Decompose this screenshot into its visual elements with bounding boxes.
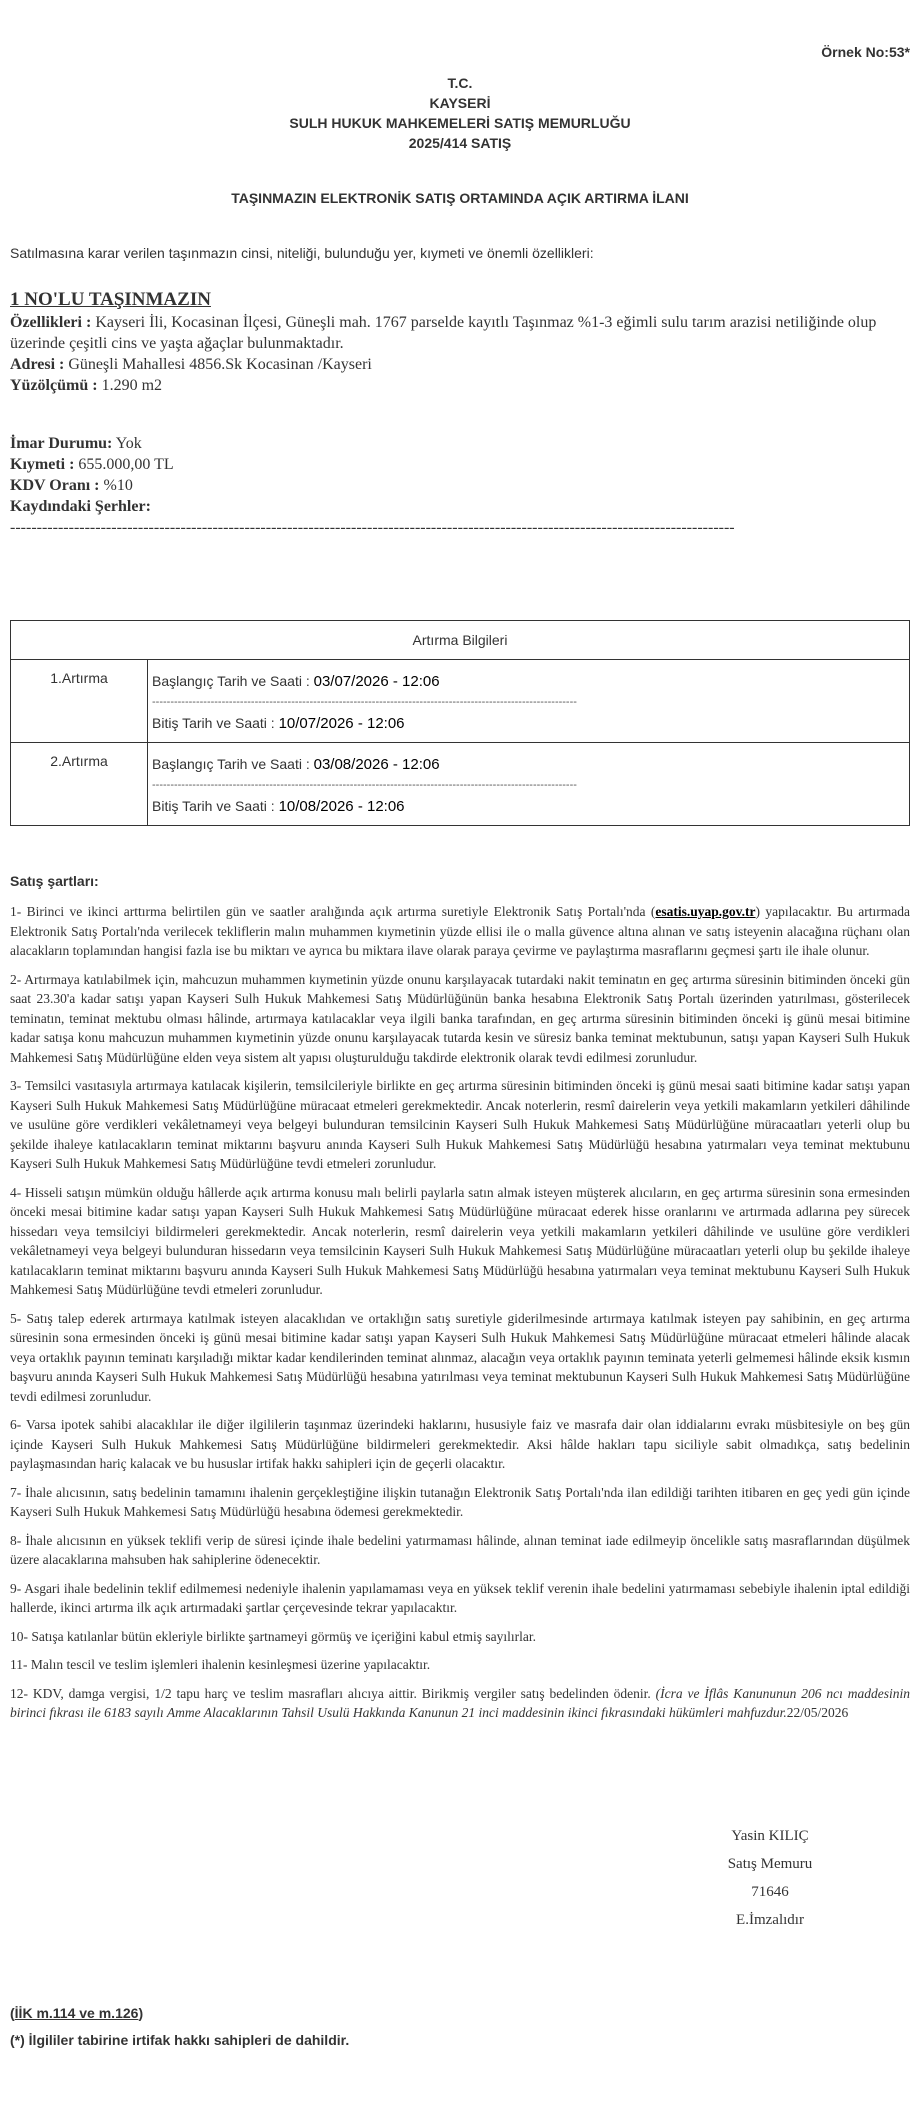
- end-value: 10/07/2026 - 12:06: [278, 715, 405, 732]
- auction-table-header: Artırma Bilgileri: [11, 621, 910, 660]
- term-2: 2- Artırmaya katılabilmek için, mahcuzun muhammen kıymetinin yüzde onunu karşılayacak tutardaki nakit teminatın en geç artırma süresinin bitiminden önceki gün saat 23.30'a kadar satışı yapan Kayseri Sulh Hukuk Mahkemesi Satış Müdürlüğünün banka hesabına Elektronik Satış Portalı üzerinden yatırılması, gösterilecek teminatın, teminat mektubu olması hâlinde, artırmaya katılacaklar veya ilgili banka tarafından, en geç artırma süresinin bitiminden önceki iş günü mesai bitimine kadar satışa konu mahcuzun muhammen kıymetinin yüzde onunu karşılayacak tutarda kesin ve süresiz banka teminat mektubunun, satışı yapan Kayseri Sulh Hukuk Mahkemesi Satış Müdürlüğüne elden veya sistem alt yapısı oluşturulduğu takdirde elektronik olarak tevdi edilmesi zorunludur.: [10, 971, 910, 1065]
- auction-row: [11, 660, 910, 743]
- header-case-number: 2025/414 SATIŞ: [408, 135, 512, 151]
- start-label: Başlangıç Tarih ve Saati :: [152, 673, 314, 689]
- term-7: 7- İhale alıcısının, satış bedelinin tamamını ihalenin gerçekleştiğine ilişkin tutanağın Elektronik Satış Portalı'nda ilan edildiği tarihten itibaren en geç yedi gün içinde Kayseri Sulh Hukuk Mahkemesi Satış Müdürlüğü hesabına ödemesi gerekmektedir.: [10, 1484, 910, 1519]
- signer-id: 71646: [751, 1884, 789, 1900]
- auction-round-label: 2.Artırma: [11, 743, 148, 826]
- term-4: 4- Hisseli satışın mümkün olduğu hâllerde açık artırma konusu malı belirli paylarla satın almak isteyen müşterek alıcıların, en geç artırma süresinin sona ermesinden önceki mesai bitimine kadar satışı yapan Kayseri Sulh Hukuk Mahkemesi Satış Müdürlüğüne müracaat ederek hisse oranlarını ve artırmada adlarına pey sürecek hissedarı veya temsilciyi bildirmeleri gerekmektedir. Ancak noterlerin, resmî dairelerin veya yetkili makamların yetkileri dâhilinde ve usulüne göre verdikleri vekâletnameyi veya belgeyi bulunduran hissedarın veya temsilcinin Kayseri Sulh Hukuk Mahkemesi Satış Müdürlüğüne müracaatları yeterli olup bu şekilde ihaleye katılacakların teminat miktarını başvuru anında Kayseri Sulh Hukuk Mahkemesi Satış Müdürlüğü hesabına yatırmaları veya teminat mektubunu Kayseri Sulh Hukuk Mahkemesi Satış Müdürlüğüne tevdi etmeleri zorunludur.: [10, 1184, 910, 1297]
- end-label: Bitiş Tarih ve Saati :: [152, 798, 279, 814]
- ref-text: İİK m.114 ve m.126: [14, 2005, 139, 2021]
- zoning-value: Yok: [112, 435, 142, 452]
- signer-title: Satış Memuru: [727, 1856, 813, 1872]
- property-details: [10, 288, 910, 396]
- footnote: (*) İlgililer tabirine irtifak hakkı sahipleri de dahildir.: [10, 2032, 350, 2048]
- value-label: Kıymeti :: [10, 456, 75, 473]
- ref-open: (: [10, 2005, 15, 2021]
- term-6: 6- Varsa ipotek sahibi alacaklılar ile diğer ilgililerin taşınmaz üzerindeki haklarını, hususiyle faiz ve masrafa dair olan iddialarını evrakı müsbitesiyle on beş gün içinde Kayseri Sulh Hukuk Mahkemesi Satış Müdürlüğüne bildirmeleri gerekmektedir. Aksi hâlde hakları tapu siciliyle sabit olmadıkça, satış bedelinin paylaşmasından hariç kalacak ve bu hususlar irtifak hakkı sahipleri için de geçerli olacaktır.: [10, 1417, 910, 1471]
- term-10: 10- Satışa katılanlar bütün ekleriyle birlikte şartnameyi görmüş ve içeriğini kabul etmiş sayılırlar.: [10, 1628, 536, 1644]
- property-features: [10, 312, 910, 354]
- auction-round-label: 1.Artırma: [11, 660, 148, 743]
- property-vat: [10, 475, 910, 496]
- terms-list: [10, 902, 910, 1732]
- property-address: [10, 354, 910, 375]
- property-area: [10, 375, 910, 396]
- auction-row: [11, 743, 910, 826]
- auction-end: [152, 793, 905, 819]
- announcement-date: 22/05/2026: [786, 1705, 849, 1720]
- auction-round-dates: [148, 743, 910, 826]
- end-value: 10/08/2026 - 12:06: [278, 798, 405, 815]
- term-12-legal-note: (İcra ve İflâs Kanununun 206 ncı maddesinin birinci fıkrası ile 6183 sayılı Amme Alacaklarının Tahsil Usulü Hakkında Kanunun 21 inci maddesinin ikinci fıkrasındaki hükümleri mahfuzdur.: [10, 1685, 910, 1720]
- property-zoning: [10, 433, 910, 454]
- legal-reference: [10, 2005, 143, 2021]
- auction-table: [10, 620, 910, 826]
- ref-close: ): [138, 2005, 144, 2021]
- term-11: 11- Malın tescil ve teslim işlemleri ihalenin kesinleşmesi üzerine yapılacaktır.: [10, 1657, 431, 1672]
- terms-title: Satış şartları:: [10, 873, 99, 889]
- property-liens: [10, 496, 910, 517]
- start-label: Başlangıç Tarih ve Saati :: [152, 756, 314, 772]
- auction-round-dates: [148, 660, 910, 743]
- area-value: 1.290 m2: [97, 377, 163, 394]
- term-1: [10, 902, 910, 961]
- e-signed-note: E.İmzalıdır: [736, 1912, 804, 1928]
- term-12: [10, 1684, 910, 1723]
- start-value: 03/08/2026 - 12:06: [313, 756, 440, 773]
- property-valuation: [10, 433, 910, 538]
- features-label: Özellikleri :: [10, 314, 92, 331]
- end-label: Bitiş Tarih ve Saati :: [152, 715, 279, 731]
- auction-table-header-row: [11, 621, 910, 660]
- document-header: [10, 73, 910, 153]
- auction-separator: --------------------------------------------------------------------------------------------------------------------: [152, 779, 577, 791]
- auction-start: [152, 668, 905, 694]
- auction-separator: --------------------------------------------------------------------------------------------------------------------: [152, 696, 577, 708]
- start-value: 03/07/2026 - 12:06: [313, 673, 440, 690]
- liens-label: Kaydındaki Şerhler:: [10, 498, 151, 515]
- auction-end: [152, 710, 905, 736]
- esatis-link[interactable]: esatis.uyap.gov.tr: [655, 904, 756, 919]
- property-divider: ----------------------------------------------------------------------------------------------------------------------------------------: [10, 519, 735, 536]
- term-9: 9- Asgari ihale bedelinin teklif edilmemesi nedeniyle ihalenin yapılamaması veya en yüksek teklif verenin ihale bedelini yatırmaması sebebiyle ihalenin iptal edildiği hallerde, ikinci artırma ilk açık artırmadaki şartlar çerçevesinde tekrar yapılacaktır.: [10, 1580, 910, 1615]
- vat-value: %10: [99, 477, 133, 494]
- address-label: Adresi :: [10, 356, 65, 373]
- header-tc: T.C.: [447, 75, 473, 91]
- property-value: [10, 454, 910, 475]
- property-heading: 1 NO'LU TAŞINMAZIN: [10, 289, 211, 310]
- vat-label: KDV Oranı :: [10, 477, 100, 494]
- intro-text: Satılmasına karar verilen taşınmazın cinsi, niteliği, bulunduğu yer, kıymeti ve önemli özellikleri:: [10, 245, 594, 261]
- term-8: 8- İhale alıcısının en yüksek teklifi verip de süresi içinde ihale bedelini yatırmaması hâlinde, alınan teminat iade edilmeyip öncelikle satış masraflarından düşülmek üzere alacaklarına mahsuben hak sahiplerine ödenecektir.: [10, 1532, 910, 1567]
- term-5: 5- Satış talep ederek artırmaya katılmak isteyen alacaklıdan ve ortaklığın satış suretiyle giderilmesinde artırmaya katılmak isteyen pay sahibinin, en geç artırma süresinin sona ermesinden önceki iş günü mesai bitimine kadar satışı yapan Kayseri Sulh Hukuk Mahkemesi Satış Müdürlüğüne müracaat etmeleri hâlinde alacak veya ortaklık payının teminatı karşıladığı miktar kadar kendilerinden teminat alınmaz, alacağın veya ortaklık payının teminata yeterli gelmemesi hâlinde eksik kısmın başvuru anında Kayseri Sulh Hukuk Mahkemesi Satış Müdürlüğü hesabına yatırılması veya teminat mektubunun Kayseri Sulh Hukuk Mahkemesi Satış Müdürlüğüne tevdi edilmesi zorunludur.: [10, 1310, 910, 1404]
- term-3: 3- Temsilci vasıtasıyla artırmaya katılacak kişilerin, temsilcileriyle birlikte en geç artırma süresinin bitiminden önceki iş günü mesai saati bitimine kadar satışı yapan Kayseri Sulh Hukuk Mahkemesi Satış Müdürlüğüne müracaat etmeleri gerekmektedir. Ancak noterlerin, resmî dairelerin veya yetkili makamların yetkileri dâhilinde ve usulüne göre verdikleri vekâletnameyi veya belgeyi bulunduran temsilcinin Kayseri Sulh Hukuk Mahkemesi Satış Müdürlüğüne müracaatları yeterli olup bu şekilde ihaleye katılacakların teminat miktarını başvuru anında Kayseri Sulh Hukuk Mahkemesi Satış Müdürlüğü hesabına yatırmaları veya teminat mektubunu Kayseri Sulh Hukuk Mahkemesi Satış Müdürlüğüne tevdi etmeleri zorunludur.: [10, 1078, 910, 1171]
- zoning-label: İmar Durumu:: [10, 435, 113, 452]
- term-1-text: 1- Birinci ve ikinci arttırma belirtilen gün ve saatler aralığında açık artırma suretiyle Elektronik Satış Portalı'nda (: [10, 904, 656, 919]
- value-value: 655.000,00 TL: [74, 456, 174, 473]
- document-title: TAŞINMAZIN ELEKTRONİK SATIŞ ORTAMINDA AÇIK ARTIRMA İLANI: [231, 190, 689, 206]
- auction-start: [152, 751, 905, 777]
- term-12-text: 12- KDV, damga vergisi, 1/2 tapu harç ve teslim masrafları alıcıya aittir. Birikmiş vergiler satış bedelinden ödenir.: [10, 1685, 656, 1701]
- term-1-text-end: ) yapılacaktır. Bu artırmada Elektronik Satış Portalı'nda verilecek tekliflerin malın muhammen kıymetinin yüzde ellisi ile o malla güvence altına alınan ve satış isteyenin alacağına rüçhanı olan alacakların toplamından hangisi fazla ise bu miktarı ve ayrıca bu miktara ilave olarak paraya çevirme ve paylaştırma masraflarını geçmesi şartı ile ihale olunur.: [10, 904, 910, 958]
- features-value: Kayseri İli, Kocasinan İlçesi, Güneşli mah. 1767 parselde kayıtlı Taşınmaz %1-3 eğimli sulu tarım arazisi netiliğinde olup üzerinde çeşitli cins ve yaşta ağaçlar bulunmaktadır.: [10, 314, 877, 352]
- address-value: Güneşli Mahallesi 4856.Sk Kocasinan /Kayseri: [64, 356, 372, 373]
- form-number: Örnek No:53*: [821, 44, 910, 60]
- header-city: KAYSERİ: [429, 95, 491, 111]
- signature-block: [710, 1822, 830, 1934]
- header-office: SULH HUKUK MAHKEMELERİ SATIŞ MEMURLUĞU: [289, 115, 631, 131]
- signer-name: Yasin KILIÇ: [731, 1828, 809, 1844]
- area-label: Yüzölçümü :: [10, 377, 98, 394]
